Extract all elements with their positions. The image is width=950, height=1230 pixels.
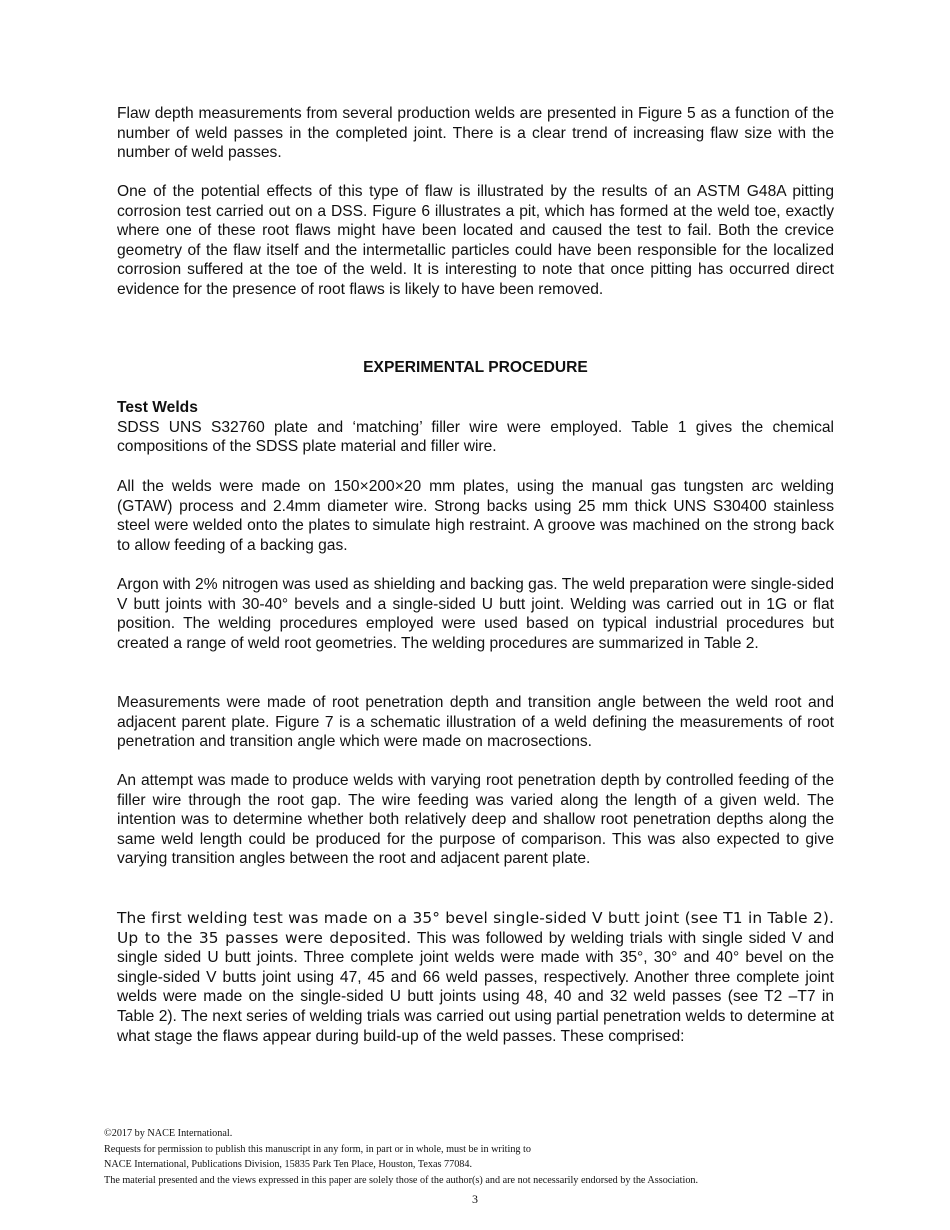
footer-address: NACE International, Publications Division, 15835 Park Ten Place, Houston, Texas 77084. [104, 1159, 473, 1170]
paragraph-weld-setup: All the welds were made on 150×200×20 mm plates, using the manual gas tungsten arc welding (GTAW) process and 2.4mm diameter wire. Strong backs using 25 mm thick UNS S30400 stainless steel were welded onto the plates to simulate high restraint. A groove was machined on the strong back to allow feeding of a backing gas. [117, 478, 834, 554]
page-number: 3 [472, 1192, 478, 1206]
copyright-footer [104, 1126, 824, 1188]
paragraph-shielding-gas: Argon with 2% nitrogen was used as shielding and backing gas. The weld preparation were single-sided V butt joints with 30-40° bevels and a single-sided U butt joint. Welding was carried out in 1G or flat position. The welding procedures employed were used based on typical industrial procedures but created a range of weld root geometries. The welding procedures are summarized in Table 2. [117, 576, 834, 652]
footer-copyright: ©2017 by NACE International. [104, 1128, 233, 1139]
subsection-heading: Test Welds [117, 399, 198, 416]
paragraph-flaw-depth: Flaw depth measurements from several production welds are presented in Figure 5 as a function of the number of weld passes in the completed joint. There is a clear trend of increasing flaw size with the number of weld passes. [117, 105, 834, 162]
paragraph-welding-trials [117, 909, 834, 1046]
footer-permission: Requests for permission to publish this manuscript in any form, in part or in whole, must be in writing to [104, 1143, 531, 1155]
welding-trials-lead-text: The first welding test was made on a 35° bevel single-sided V butt joint (see T1 in Table 2). Up to the 35 passes were deposited. [117, 909, 834, 947]
paragraph-materials: SDSS UNS S32760 plate and ‘matching’ filler wire were employed. Table 1 gives the chemical compositions of the SDSS plate material and filler wire. [117, 418, 834, 456]
section-heading: EXPERIMENTAL PROCEDURE [363, 359, 588, 376]
paragraph-pitting-effects: One of the potential effects of this type of flaw is illustrated by the results of an ASTM G48A pitting corrosion test carried out on a DSS. Figure 6 illustrates a pit, which has formed at the weld toe, exactly where one of these root flaws might have been located and caused the test to fail. Both the crevice geometry of the flaw itself and the intermetallic particles could have been responsible for the localized corrosion suffered at the toe of the weld. It is interesting to note that once pitting has occurred direct evidence for the presence of root flaws is likely to have been removed. [117, 183, 834, 298]
paragraph-measurements: Measurements were made of root penetration depth and transition angle between the weld root and adjacent parent plate. Figure 7 is a schematic illustration of a weld defining the measurements of root penetration and transition angle which were made on macrosections. [117, 694, 834, 751]
welding-trials-rest-text: This was followed by welding trials with single sided V and single sided U butt joints. Three complete joint welds were made with 35°, 30° and 40° bevel on the single-sided V butts joint using 47, 45 and 66 weld passes, respectively. Another three complete joint welds were made on the single-sided U butt joints using 48, 40 and 32 weld passes (see T2 –T7 in Table 2). The next series of welding trials was carried out using partial penetration welds to determine at what stage the flaws appear during build-up of the weld passes. These comprised: [117, 929, 834, 1045]
test-welds-block [117, 398, 834, 457]
paragraph-root-penetration: An attempt was made to produce welds with varying root penetration depth by controlled feeding of the filler wire through the root gap. The wire feeding was varied along the length of a given weld. The intention was to determine whether both relatively deep and shallow root penetration depths along the same weld length could be produced for the purpose of comparison. This was also expected to give varying transition angles between the root and adjacent parent plate. [117, 772, 834, 868]
footer-disclaimer: The material presented and the views expressed in this paper are solely those of the author(s) and are not necessarily endorsed by the Association. [104, 1174, 699, 1186]
